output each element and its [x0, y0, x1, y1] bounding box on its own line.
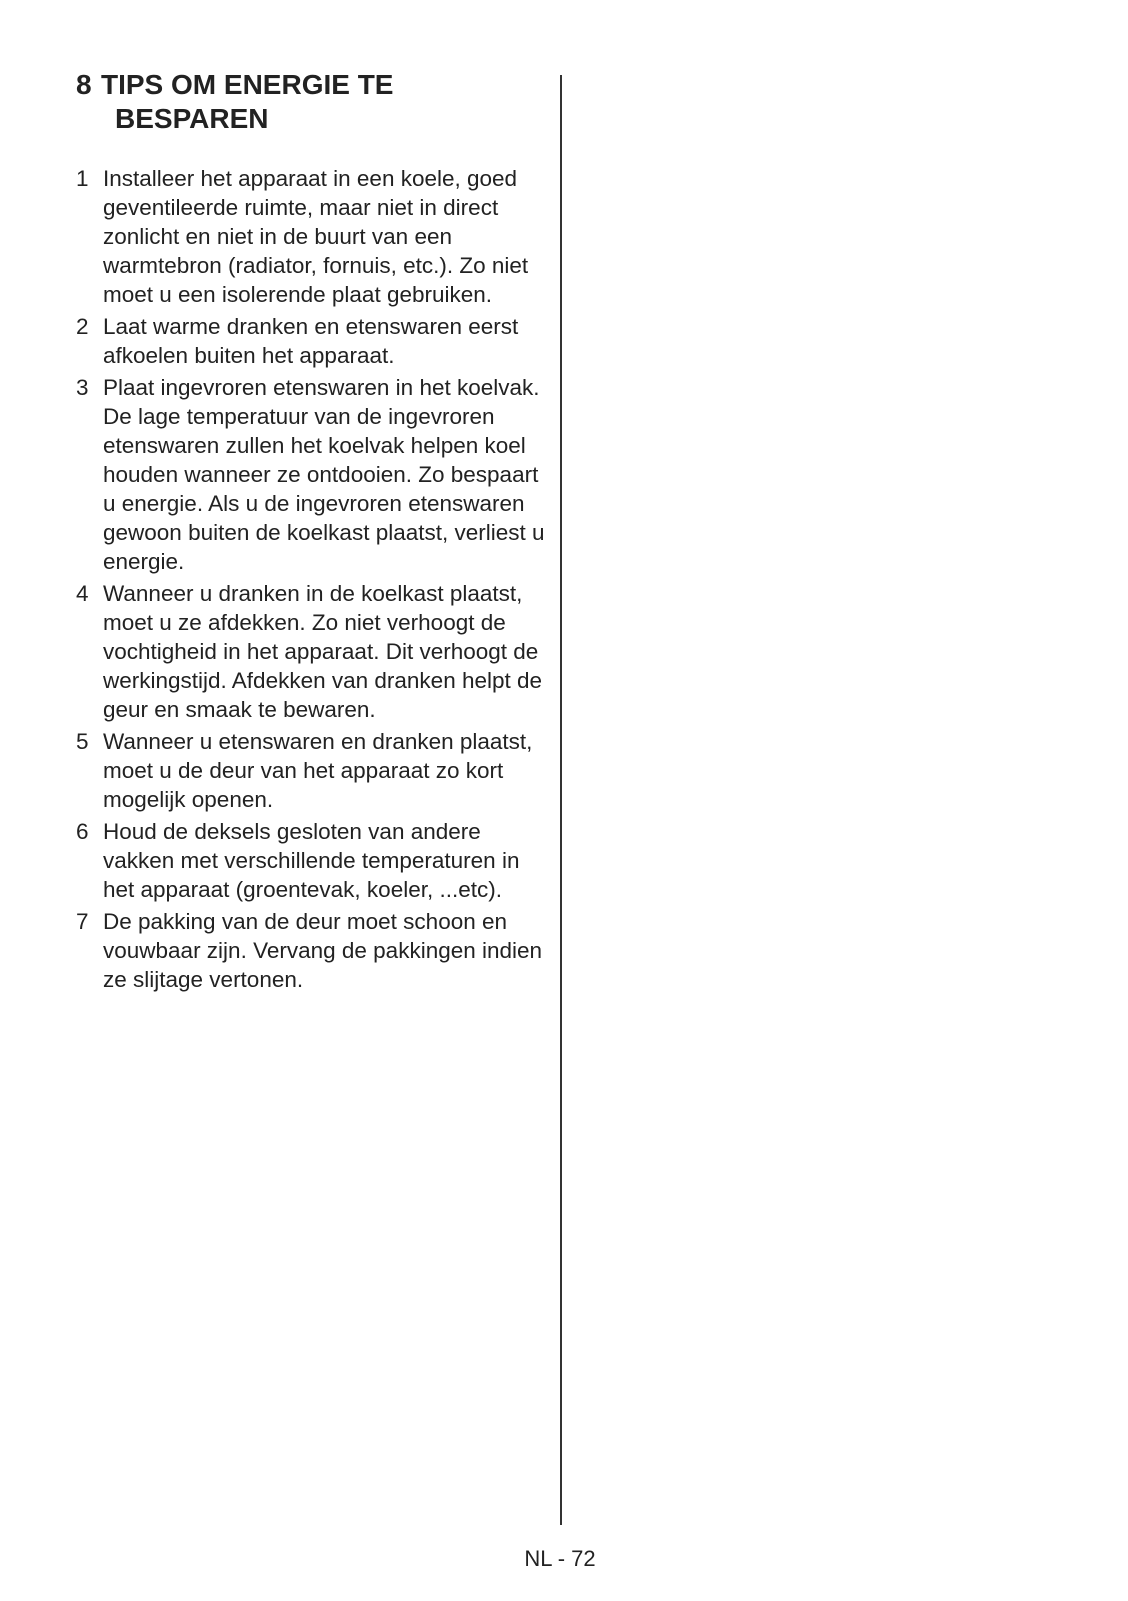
left-column — [76, 68, 546, 997]
tip-number: 1 — [76, 166, 89, 191]
tip-item — [76, 817, 546, 904]
page-number: NL - 72 — [524, 1546, 596, 1571]
tip-number: 3 — [76, 375, 89, 400]
tips-list — [76, 164, 546, 994]
tip-item — [76, 164, 546, 309]
tip-text: De pakking van de deur moet schoon en vouwbaar zijn. Vervang de pakkingen indien ze slijtage vertonen. — [103, 909, 543, 992]
tip-number: 4 — [76, 581, 89, 606]
tip-number: 2 — [76, 314, 89, 339]
tip-item — [76, 727, 546, 814]
tip-number: 6 — [76, 819, 89, 844]
tip-text: Wanneer u etenswaren en dranken plaatst, moet u de deur van het apparaat zo kort mogelijk openen. — [103, 729, 533, 812]
tip-text: Laat warme dranken en etenswaren eerst afkoelen buiten het apparaat. — [103, 314, 519, 368]
section-number: 8 — [76, 69, 92, 100]
tip-item — [76, 312, 546, 370]
tip-text: Houd de deksels gesloten van andere vakken met verschillende temperaturen in het apparaat (groentevak, koeler, ...etc). — [103, 819, 520, 902]
tip-item — [76, 373, 546, 576]
section-title: TIPS OM ENERGIE TE BESPAREN — [101, 69, 394, 134]
tip-number: 7 — [76, 909, 89, 934]
tip-text: Plaat ingevroren etenswaren in het koelvak. De lage temperatuur van de ingevroren etenswaren zullen het koelvak helpen koel houden wanneer ze ontdooien. Zo bespaart u energie. Als u de ingevroren etenswaren gewoon buiten de koelkast plaatst, verliest u energie. — [103, 375, 545, 574]
tip-text: Installeer het apparaat in een koele, goed geventileerde ruimte, maar niet in direct zonlicht en niet in de buurt van een warmtebron (radiator, fornuis, etc.). Zo niet moet u een isolerende plaat gebruiken. — [103, 166, 529, 307]
tip-text: Wanneer u dranken in de koelkast plaatst, moet u ze afdekken. Zo niet verhoogt de vochtigheid in het apparaat. Dit verhoogt de werkingstijd. Afdekken van dranken helpt de geur en smaak te bewaren. — [103, 581, 543, 722]
tip-number: 5 — [76, 729, 89, 754]
section-heading — [76, 68, 546, 136]
column-divider — [560, 75, 562, 1525]
tip-item — [76, 579, 546, 724]
tip-item — [76, 907, 546, 994]
